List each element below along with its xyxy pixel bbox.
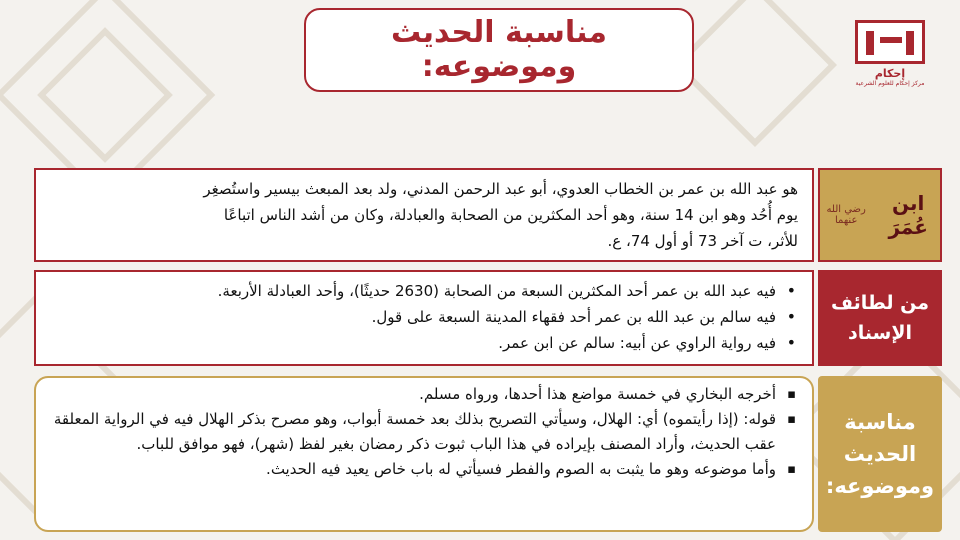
- context-label-line-3: وموضوعه:: [825, 474, 935, 498]
- isnad-list: [42, 278, 798, 356]
- bio-line-2: يوم أُحُد وهو ابن 14 سنة، وهو أحد المكثرين من الصحابة والعبادلة، وكان من أشد الناس اتباعًا: [223, 206, 798, 224]
- bio-line-1: هو عبد الله بن عمر بن الخطاب العدوي، أبو عبد الرحمن المدني، ولد بعد المبعث بيسير واستُصغِر: [203, 180, 798, 198]
- list-item: ▪ أخرجه البخاري في خمسة مواضع هذا أحدها، ورواه مسلم.: [42, 382, 798, 407]
- list-item: • فيه سالم بن عبد الله بن عمر أحد فقهاء المدينة السبعة على قول.: [42, 304, 798, 330]
- logo-brand: إحكام: [874, 67, 906, 80]
- isnad-notes: [34, 270, 814, 366]
- title-line-2: وموضوعه:: [421, 49, 577, 84]
- honorific: رضي الله عنهما: [826, 204, 866, 226]
- narrator-bio: [34, 168, 814, 262]
- logo-subtitle: مركز إحكام للعلوم الشرعية: [855, 80, 925, 87]
- context-label: [818, 376, 942, 532]
- context-list: [42, 382, 798, 482]
- isnad-label-line-1: من لطائف: [831, 292, 930, 314]
- logo: [840, 20, 940, 92]
- logo-mark-icon: [855, 20, 925, 64]
- title-line-1: مناسبة الحديث: [391, 15, 607, 50]
- narrator-name: ابن عُمَرَ: [888, 191, 928, 239]
- list-item: • فيه عبد الله بن عمر أحد المكثرين السبعة من الصحابة (2630 حديثًا)، وأحد العبادلة الأربعة.: [42, 278, 798, 304]
- bio-line-3: للأثر، ت آخر 73 أو أول 74، ع.: [607, 232, 798, 250]
- list-item: ▪ وأما موضوعه وهو ما يثبت به الصوم والفطر فسيأتي له باب خاص يعيد فيه الحديث.: [42, 457, 798, 482]
- slide-title: [304, 8, 694, 92]
- list-item: ▪ قوله: (إذا رأيتموه) أي: الهلال، وسيأتي التصريح بذلك بعد خمسة أبواب، وهو مصرح بذكر الهلال فيه في الرواية المعلقة عقب الحديث، وأراد المصنف بإيراده في هذا الباب ثبوت ذكر رمضان بغير لفظ (شهر)، فهو موافق للباب.: [42, 407, 798, 457]
- narrator-label: [818, 168, 942, 262]
- isnad-label: [818, 270, 942, 366]
- hadith-context: [34, 376, 814, 532]
- context-label-line-1: مناسبة: [844, 410, 916, 434]
- context-label-line-2: الحديث: [843, 442, 917, 466]
- isnad-label-line-2: الإسناد: [848, 322, 912, 344]
- list-item: • فيه رواية الراوي عن أبيه: سالم عن ابن عمر.: [42, 330, 798, 356]
